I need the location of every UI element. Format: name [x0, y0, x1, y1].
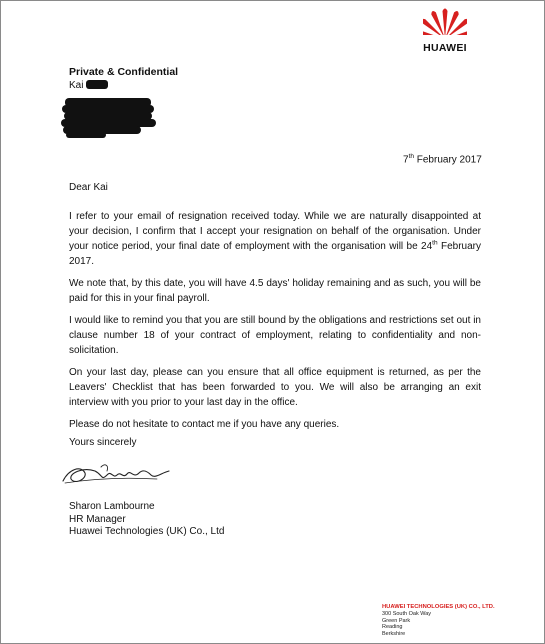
huawei-petals-icon: [423, 5, 467, 41]
paragraph-holiday: We note that, by this date, you will have 4.5 days' holiday remaining and as such, you will be paid for this in your final payroll.: [69, 278, 481, 304]
footer-company: HUAWEI TECHNOLOGIES (UK) CO., LTD.: [382, 604, 495, 610]
signatory-title: HR Manager: [69, 513, 126, 525]
paragraph-obligations: I would like to remind you that you are still bound by the obligations and restrictions set out in clause number 18 of your contract of employment, relating to confidentiality and non-solicitation.: [69, 315, 481, 356]
recipient-name: Kai: [69, 80, 84, 91]
letter-body: [69, 209, 481, 439]
footer-address-line: Green Park: [382, 617, 411, 624]
huawei-logo: [415, 5, 475, 55]
signatory-company: Huawei Technologies (UK) Co., Ltd: [69, 526, 225, 537]
footer-address-line: 300 South Oak Way: [382, 610, 432, 617]
footer-address-line: Reading: [382, 624, 403, 631]
footer-address: [382, 604, 495, 638]
recipient-line: [69, 80, 108, 91]
handwritten-signature: [61, 457, 173, 493]
signature-block: [69, 501, 224, 539]
confidential-heading: Private & Confidential: [69, 66, 179, 78]
paragraph-last-day: On your last day, please can you ensure that all office equipment is returned, as per the Leavers' Checklist that has been forwarded to you. We will also be arranging an exit interview with you prior to your last day in the office.: [69, 367, 481, 408]
paragraph-queries: Please do not hesitate to contact me if you have any queries.: [69, 419, 340, 430]
salutation: Dear Kai: [69, 182, 108, 193]
paragraph-resignation: I refer to your email of resignation received today. While we are naturally disappointed at your decision, I confirm that I accept your resignation on behalf of the organisation. Under your notice period, your final date of employment with the organisation will be 24th February 2017.: [69, 211, 481, 267]
redacted-surname: [86, 80, 108, 89]
letter-date: 7th February 2017: [403, 153, 482, 166]
redacted-address: [61, 96, 161, 140]
logo-text: HUAWEI: [423, 42, 467, 54]
closing: Yours sincerely: [69, 437, 137, 448]
footer-address-line: Berkshire: [382, 631, 406, 638]
signatory-name: Sharon Lambourne: [69, 501, 155, 512]
